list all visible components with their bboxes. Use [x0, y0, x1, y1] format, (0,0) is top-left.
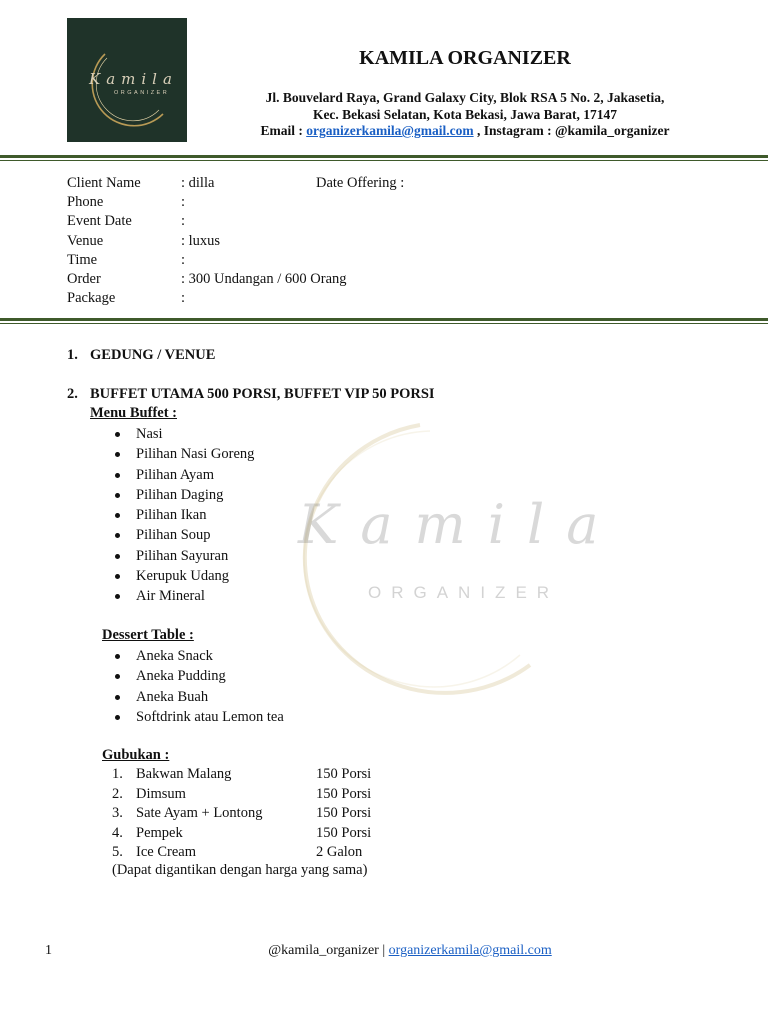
section-number: 1. [67, 347, 78, 363]
item-qty: 150 Porsi [316, 824, 372, 841]
watermark-script-text: Kamila [298, 493, 621, 556]
client-label: Client Name [67, 175, 141, 191]
contact-line [200, 123, 730, 140]
watermark-sub-text: ORGANIZER [368, 583, 560, 602]
instagram-text: , Instagram : @kamila_organizer [473, 123, 670, 138]
section-buffet [67, 386, 435, 403]
info-divider [0, 318, 768, 324]
list-item: Aneka Buah [112, 687, 284, 707]
watermark-ring-icon [270, 415, 600, 695]
list-item: Kerupuk Udang [112, 566, 254, 586]
dessert-list [112, 646, 284, 727]
watermark-logo [270, 415, 621, 695]
section-number: 2. [67, 386, 78, 402]
section-title: GEDUNG / VENUE [90, 347, 216, 363]
header-email-link[interactable]: organizerkamila@gmail.com [306, 123, 474, 138]
menu-buffet-heading: Menu Buffet : [90, 405, 177, 421]
list-item: Pilihan Sayuran [112, 546, 254, 566]
gubukan-note: (Dapat digantikan dengan harga yang sama) [112, 862, 368, 878]
item-number: 2. [112, 785, 123, 802]
item-qty: 150 Porsi [316, 785, 372, 802]
item-name: Dimsum [136, 785, 186, 802]
list-item: Aneka Pudding [112, 666, 284, 686]
item-name: Sate Ayam + Lontong [136, 805, 263, 821]
list-item: Pilihan Nasi Goreng [112, 444, 254, 464]
client-label: Order [67, 270, 101, 287]
date-offering-label: Date Offering : [316, 175, 405, 191]
item-name: Ice Cream [136, 844, 196, 860]
logo-script-text: Kamila [89, 70, 178, 88]
item-number: 5. [112, 844, 123, 860]
list-item: Nasi [112, 424, 254, 444]
item-qty: 2 Galon [316, 844, 363, 860]
menu-buffet-list [112, 424, 254, 607]
section-venue [67, 347, 215, 364]
list-item: Air Mineral [112, 586, 254, 606]
company-logo [67, 18, 187, 142]
client-value: : dilla [181, 175, 215, 191]
company-address [200, 90, 730, 140]
header-divider [0, 155, 768, 161]
item-number: 3. [112, 805, 123, 821]
list-item: Pilihan Ayam [112, 465, 254, 485]
list-item: Pilihan Ikan [112, 505, 254, 525]
client-value: : 300 Undangan / 600 Orang [181, 270, 347, 287]
client-label: Package [67, 290, 116, 307]
footer-handle: @kamila_organizer | [268, 943, 389, 958]
client-label: Event Date [67, 213, 132, 230]
item-qty: 150 Porsi [316, 805, 372, 821]
company-title: KAMILA ORGANIZER [359, 47, 571, 69]
client-value: : luxus [181, 232, 221, 249]
list-item: Softdrink atau Lemon tea [112, 707, 284, 727]
section-title: BUFFET UTAMA 500 PORSI, BUFFET VIP 50 PORSI [90, 386, 435, 402]
logo-sub-text: ORGANIZER [114, 90, 170, 96]
item-number: 1. [112, 766, 123, 782]
dessert-heading: Dessert Table : [102, 627, 194, 643]
item-number: 4. [112, 824, 123, 841]
item-qty: 150 Porsi [316, 766, 372, 782]
client-label: Venue [67, 232, 104, 249]
address-line-2: Kec. Bekasi Selatan, Kota Bekasi, Jawa Barat, 17147 [312, 106, 618, 122]
gubukan-heading: Gubukan : [102, 747, 170, 763]
client-value: : [181, 194, 186, 211]
page-number: 1 [45, 943, 52, 958]
footer-email-link[interactable]: organizerkamila@gmail.com [388, 943, 552, 958]
client-label: Phone [67, 194, 104, 211]
email-label: Email : [260, 123, 307, 138]
list-item: Pilihan Soup [112, 525, 254, 545]
client-value: : [181, 290, 186, 307]
address-line-1: Jl. Bouvelard Raya, Grand Galaxy City, Blok RSA 5 No. 2, Jakasetia, [265, 90, 665, 105]
client-label: Time [67, 251, 98, 268]
client-value: : [181, 251, 186, 268]
item-name: Pempek [136, 824, 183, 841]
list-item: Aneka Snack [112, 646, 284, 666]
client-value: : [181, 213, 186, 230]
item-name: Bakwan Malang [136, 766, 232, 782]
list-item: Pilihan Daging [112, 485, 254, 505]
footer [0, 943, 768, 959]
